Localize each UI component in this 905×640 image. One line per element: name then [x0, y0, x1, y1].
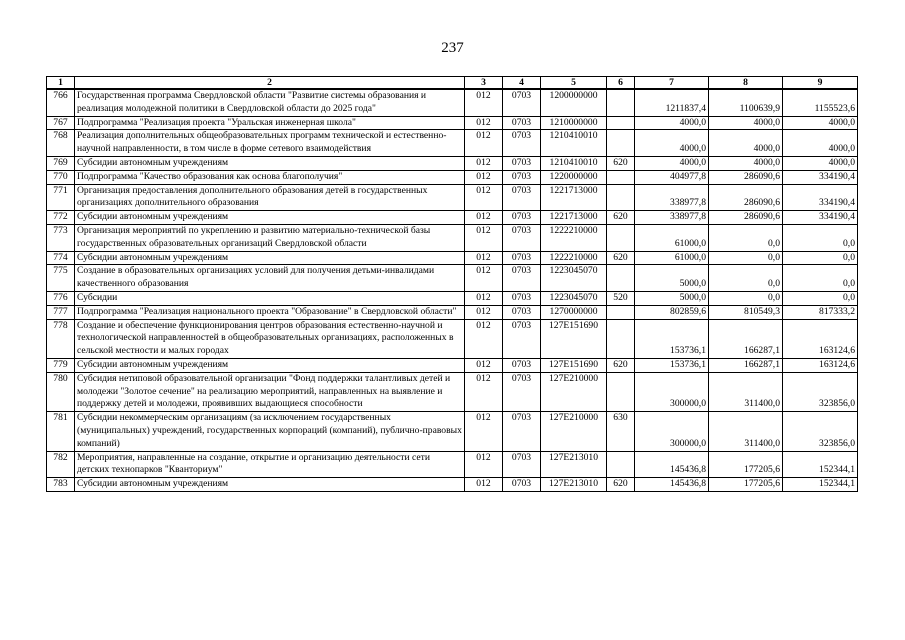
row-value-8: 0,0: [709, 251, 783, 265]
row-value-8: 0,0: [709, 291, 783, 305]
row-number: 772: [47, 211, 75, 225]
table-row: [47, 412, 858, 451]
row-value-9: 0,0: [783, 265, 858, 292]
row-value-7: 1211837,4: [635, 89, 709, 116]
row-code-6: 620: [607, 156, 635, 170]
row-code-6: [607, 170, 635, 184]
row-code-6: [607, 224, 635, 251]
row-code-5: 1210410010: [541, 156, 607, 170]
row-code-3: 012: [465, 251, 503, 265]
row-value-7: 61000,0: [635, 224, 709, 251]
row-value-9: 163124,6: [783, 358, 858, 372]
row-name: Подпрограмма "Качество образования как основа благополучия": [75, 170, 465, 184]
row-code-5: 127E151690: [541, 358, 607, 372]
header-cell: 6: [607, 77, 635, 90]
row-code-6: [607, 116, 635, 130]
row-value-7: 4000,0: [635, 130, 709, 157]
row-code-6: 620: [607, 358, 635, 372]
row-number: 783: [47, 478, 75, 492]
row-code-4: 0703: [503, 251, 541, 265]
row-code-3: 012: [465, 89, 503, 116]
row-code-5: 1223045070: [541, 265, 607, 292]
row-code-6: [607, 319, 635, 358]
row-number: 775: [47, 265, 75, 292]
row-value-7: 4000,0: [635, 156, 709, 170]
row-code-3: 012: [465, 156, 503, 170]
row-value-9: 323856,0: [783, 412, 858, 451]
row-value-7: 4000,0: [635, 116, 709, 130]
row-name: Субсидии автономным учреждениям: [75, 156, 465, 170]
row-code-3: 012: [465, 265, 503, 292]
row-code-5: 1270000000: [541, 305, 607, 319]
row-name: Подпрограмма "Реализация национального проекта "Образование" в Свердловской области": [75, 305, 465, 319]
row-number: 767: [47, 116, 75, 130]
row-value-8: 286090,6: [709, 211, 783, 225]
row-value-7: 300000,0: [635, 412, 709, 451]
row-code-6: 620: [607, 211, 635, 225]
row-value-9: 152344,1: [783, 478, 858, 492]
row-code-4: 0703: [503, 478, 541, 492]
row-value-9: 163124,6: [783, 319, 858, 358]
row-code-4: 0703: [503, 265, 541, 292]
header-cell: 5: [541, 77, 607, 90]
row-number: 779: [47, 358, 75, 372]
row-code-4: 0703: [503, 412, 541, 451]
row-value-9: 334190,4: [783, 184, 858, 211]
row-value-7: 61000,0: [635, 251, 709, 265]
table-row: [47, 130, 858, 157]
row-number: 774: [47, 251, 75, 265]
header-cell: 4: [503, 77, 541, 90]
row-value-8: 4000,0: [709, 116, 783, 130]
table-row: [47, 211, 858, 225]
row-value-9: 152344,1: [783, 451, 858, 478]
row-code-3: 012: [465, 372, 503, 411]
table-row: [47, 319, 858, 358]
row-value-7: 338977,8: [635, 184, 709, 211]
row-value-9: 0,0: [783, 251, 858, 265]
table-row: [47, 251, 858, 265]
row-code-5: 1200000000: [541, 89, 607, 116]
row-code-4: 0703: [503, 319, 541, 358]
row-code-4: 0703: [503, 184, 541, 211]
row-value-8: 4000,0: [709, 156, 783, 170]
row-code-3: 012: [465, 184, 503, 211]
row-code-3: 012: [465, 358, 503, 372]
row-number: 768: [47, 130, 75, 157]
row-value-8: 286090,6: [709, 184, 783, 211]
row-code-3: 012: [465, 412, 503, 451]
row-code-3: 012: [465, 170, 503, 184]
row-number: 769: [47, 156, 75, 170]
row-value-9: 0,0: [783, 291, 858, 305]
row-name: Субсидии: [75, 291, 465, 305]
row-number: 777: [47, 305, 75, 319]
table-row: [47, 372, 858, 411]
row-code-6: [607, 451, 635, 478]
row-value-9: 1155523,6: [783, 89, 858, 116]
row-code-5: 1222210000: [541, 251, 607, 265]
table-row: [47, 478, 858, 492]
row-code-4: 0703: [503, 156, 541, 170]
row-name: Государственная программа Свердловской области "Развитие системы образования и реализация молодежной политики в Свердловской области до 2025 года": [75, 89, 465, 116]
row-name: Субсидии автономным учреждениям: [75, 211, 465, 225]
row-code-4: 0703: [503, 170, 541, 184]
row-code-6: [607, 305, 635, 319]
row-name: Подпрограмма "Реализация проекта "Уральская инженерная школа": [75, 116, 465, 130]
row-code-3: 012: [465, 211, 503, 225]
row-value-8: 177205,6: [709, 478, 783, 492]
row-code-3: 012: [465, 130, 503, 157]
table-row: [47, 305, 858, 319]
row-value-8: 286090,6: [709, 170, 783, 184]
row-value-7: 802859,6: [635, 305, 709, 319]
row-code-4: 0703: [503, 130, 541, 157]
row-code-6: 630: [607, 412, 635, 451]
row-value-8: 1100639,9: [709, 89, 783, 116]
row-value-9: 4000,0: [783, 130, 858, 157]
table-row: [47, 116, 858, 130]
row-value-7: 153736,1: [635, 319, 709, 358]
row-code-5: 1223045070: [541, 291, 607, 305]
header-cell: 7: [635, 77, 709, 90]
row-code-3: 012: [465, 319, 503, 358]
row-value-9: 817333,2: [783, 305, 858, 319]
table-row: [47, 358, 858, 372]
row-name: Субсидии некоммерческим организациям (за исключением государственных (муниципальных) учреждений, государственных корпораций (компаний), публично-правовых компаний): [75, 412, 465, 451]
row-code-5: 127E151690: [541, 319, 607, 358]
row-code-6: [607, 372, 635, 411]
row-value-9: 334190,4: [783, 211, 858, 225]
header-cell: 8: [709, 77, 783, 90]
row-name: Организация мероприятий по укреплению и развитию материально-технической базы государственных образовательных организаций Свердловской области: [75, 224, 465, 251]
row-value-7: 404977,8: [635, 170, 709, 184]
row-code-5: 127E210000: [541, 412, 607, 451]
row-code-4: 0703: [503, 211, 541, 225]
row-code-4: 0703: [503, 358, 541, 372]
row-name: Реализация дополнительных общеобразовательных программ технической и естественно-научной направленности, в том числе в форме сетевого взаимодействия: [75, 130, 465, 157]
row-number: 782: [47, 451, 75, 478]
header-cell: 1: [47, 77, 75, 90]
header-cell: 3: [465, 77, 503, 90]
row-code-3: 012: [465, 116, 503, 130]
table-row: [47, 170, 858, 184]
row-value-9: 334190,4: [783, 170, 858, 184]
row-value-9: 323856,0: [783, 372, 858, 411]
row-code-5: 1222210000: [541, 224, 607, 251]
table-row: [47, 265, 858, 292]
row-code-6: [607, 89, 635, 116]
row-number: 776: [47, 291, 75, 305]
row-value-7: 5000,0: [635, 291, 709, 305]
header-cell: 9: [783, 77, 858, 90]
row-code-4: 0703: [503, 372, 541, 411]
row-code-3: 012: [465, 291, 503, 305]
row-number: 781: [47, 412, 75, 451]
row-number: 770: [47, 170, 75, 184]
row-code-6: [607, 184, 635, 211]
row-value-7: 153736,1: [635, 358, 709, 372]
table-row: [47, 89, 858, 116]
row-code-5: 1221713000: [541, 184, 607, 211]
row-code-3: 012: [465, 224, 503, 251]
table-row: [47, 291, 858, 305]
row-number: 773: [47, 224, 75, 251]
row-value-8: 311400,0: [709, 372, 783, 411]
row-code-5: 1210410010: [541, 130, 607, 157]
row-value-9: 0,0: [783, 224, 858, 251]
row-code-5: 1221713000: [541, 211, 607, 225]
row-value-8: 177205,6: [709, 451, 783, 478]
row-name: Мероприятия, направленные на создание, открытие и организацию деятельности сети детских технопарков "Кванториум": [75, 451, 465, 478]
row-value-9: 4000,0: [783, 156, 858, 170]
row-value-8: 311400,0: [709, 412, 783, 451]
row-code-6: 620: [607, 478, 635, 492]
row-code-4: 0703: [503, 224, 541, 251]
row-code-3: 012: [465, 478, 503, 492]
budget-table: [46, 76, 858, 492]
row-code-3: 012: [465, 451, 503, 478]
row-code-6: 620: [607, 251, 635, 265]
row-code-5: 1220000000: [541, 170, 607, 184]
page-number: 237: [441, 40, 464, 56]
table-row: [47, 224, 858, 251]
row-number: 771: [47, 184, 75, 211]
row-code-4: 0703: [503, 89, 541, 116]
row-code-6: 520: [607, 291, 635, 305]
row-value-8: 0,0: [709, 265, 783, 292]
row-value-8: 166287,1: [709, 319, 783, 358]
header-cell: 2: [75, 77, 465, 90]
row-name: Субсидии автономным учреждениям: [75, 358, 465, 372]
row-value-7: 338977,8: [635, 211, 709, 225]
row-code-6: [607, 130, 635, 157]
row-name: Создание в образовательных организациях условий для получения детьми-инвалидами качественного образования: [75, 265, 465, 292]
row-name: Субсидии автономным учреждениям: [75, 251, 465, 265]
row-name: Создание и обеспечение функционирования центров образования естественно-научной и технологической направленностей в общеобразовательных организациях, расположенных в сельской местности и малых городах: [75, 319, 465, 358]
row-value-8: 4000,0: [709, 130, 783, 157]
row-code-5: 127E213010: [541, 451, 607, 478]
row-code-5: 1210000000: [541, 116, 607, 130]
row-value-7: 5000,0: [635, 265, 709, 292]
row-value-8: 166287,1: [709, 358, 783, 372]
row-number: 766: [47, 89, 75, 116]
row-code-4: 0703: [503, 291, 541, 305]
header-row: [47, 77, 858, 90]
row-value-7: 300000,0: [635, 372, 709, 411]
table-row: [47, 184, 858, 211]
row-code-4: 0703: [503, 116, 541, 130]
row-code-3: 012: [465, 305, 503, 319]
row-code-5: 127E213010: [541, 478, 607, 492]
row-name: Субсидия нетиповой образовательной организации "Фонд поддержки талантливых детей и молодежи "Золотое сечение" на реализацию мероприятий, направленных на выявление и поддержку детей и молодежи, проявивших выдающиеся способности: [75, 372, 465, 411]
row-name: Субсидии автономным учреждениям: [75, 478, 465, 492]
row-value-7: 145436,8: [635, 478, 709, 492]
row-value-7: 145436,8: [635, 451, 709, 478]
row-value-8: 0,0: [709, 224, 783, 251]
row-number: 780: [47, 372, 75, 411]
table-row: [47, 156, 858, 170]
row-value-9: 4000,0: [783, 116, 858, 130]
row-code-6: [607, 265, 635, 292]
table-row: [47, 451, 858, 478]
row-name: Организация предоставления дополнительного образования детей в государственных организациях дополнительного образования: [75, 184, 465, 211]
row-code-5: 127E210000: [541, 372, 607, 411]
row-code-4: 0703: [503, 451, 541, 478]
row-value-8: 810549,3: [709, 305, 783, 319]
row-code-4: 0703: [503, 305, 541, 319]
row-number: 778: [47, 319, 75, 358]
